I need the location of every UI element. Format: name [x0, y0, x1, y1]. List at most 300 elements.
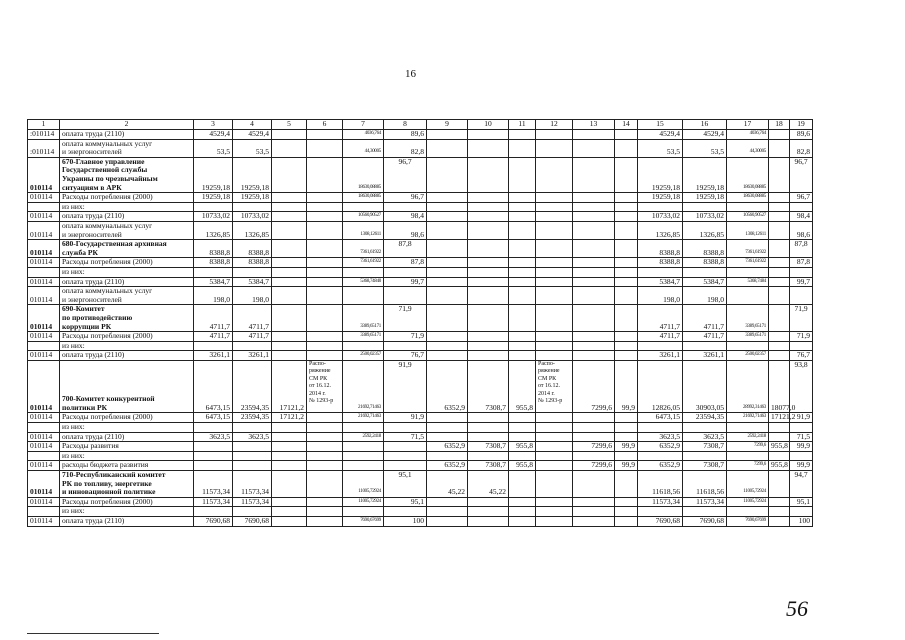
- value-cell: [307, 423, 343, 433]
- value-cell: 71,5: [790, 432, 813, 442]
- value-cell: 11573,34: [683, 497, 727, 507]
- value-cell: 21692,71463: [343, 360, 384, 413]
- value-cell: 98,4: [790, 212, 813, 222]
- value-cell: [769, 240, 790, 258]
- value-cell: [573, 202, 615, 212]
- value-cell: 11618,56: [683, 471, 727, 498]
- value-cell: [536, 139, 573, 157]
- value-cell: [536, 130, 573, 140]
- code-cell: 010114: [28, 277, 60, 287]
- value-cell: [509, 157, 536, 192]
- value-cell: [307, 202, 343, 212]
- description-cell: из них:: [60, 451, 194, 461]
- value-cell: 7308,7: [683, 461, 727, 471]
- value-cell: [615, 240, 638, 258]
- value-cell: 71,5: [384, 432, 427, 442]
- value-cell: [509, 221, 536, 239]
- value-cell: 19259,18: [638, 157, 683, 192]
- code-cell: 010114: [28, 287, 60, 305]
- value-cell: 4711,7: [233, 332, 272, 342]
- value-cell: 1326,85: [683, 221, 727, 239]
- column-number-cell: 2: [60, 120, 194, 130]
- description-cell: 690-Комитет по противодействию коррупции РК: [60, 305, 194, 332]
- value-cell: [427, 332, 468, 342]
- value-cell: [272, 451, 307, 461]
- value-cell: 96,7: [790, 157, 813, 192]
- table-row: [28, 332, 813, 342]
- value-cell: [307, 193, 343, 203]
- value-cell: [536, 202, 573, 212]
- description-cell: из них:: [60, 267, 194, 277]
- value-cell: [307, 351, 343, 361]
- value-cell: 6352,9: [638, 442, 683, 452]
- table-section-row: [28, 305, 813, 332]
- value-cell: [536, 305, 573, 332]
- page-number: 16: [405, 68, 416, 80]
- value-cell: 96,7: [384, 193, 427, 203]
- value-cell: [427, 507, 468, 517]
- value-cell: [233, 442, 272, 452]
- value-cell: [307, 332, 343, 342]
- value-cell: 17121,2: [272, 360, 307, 413]
- value-cell: [536, 497, 573, 507]
- value-cell: [536, 413, 573, 423]
- value-cell: 99,9: [615, 360, 638, 413]
- value-cell: [536, 507, 573, 517]
- table-row: [28, 432, 813, 442]
- value-cell: 19259,18: [683, 193, 727, 203]
- value-cell: [427, 305, 468, 332]
- value-cell: 21692,71463: [343, 413, 384, 423]
- description-cell: Расходы потребления (2000): [60, 497, 194, 507]
- value-cell: [233, 461, 272, 471]
- value-cell: [427, 258, 468, 268]
- value-cell: [769, 212, 790, 222]
- value-cell: [615, 351, 638, 361]
- value-cell: 198,0: [683, 287, 727, 305]
- value-cell: 7308,7: [468, 360, 509, 413]
- value-cell: [573, 423, 615, 433]
- value-cell: [536, 240, 573, 258]
- description-cell: расходы бюджета развития: [60, 461, 194, 471]
- value-cell: [615, 212, 638, 222]
- value-cell: 76,7: [384, 351, 427, 361]
- value-cell: [536, 351, 573, 361]
- description-cell: из них:: [60, 202, 194, 212]
- value-cell: 98,4: [384, 212, 427, 222]
- value-cell: [536, 423, 573, 433]
- value-cell: [427, 517, 468, 527]
- value-cell: [769, 507, 790, 517]
- value-cell: 4711,7: [233, 305, 272, 332]
- value-cell: [573, 258, 615, 268]
- value-cell: [307, 517, 343, 527]
- value-cell: 99,7: [384, 277, 427, 287]
- code-cell: [28, 423, 60, 433]
- value-cell: 2500,02357: [727, 351, 769, 361]
- value-cell: 53,5: [233, 139, 272, 157]
- table-section-row: [28, 471, 813, 498]
- value-cell: 3623,5: [194, 432, 233, 442]
- value-cell: [536, 461, 573, 471]
- value-cell: [573, 332, 615, 342]
- value-cell: [307, 507, 343, 517]
- value-cell: 6352,9: [427, 360, 468, 413]
- value-cell: [536, 277, 573, 287]
- value-cell: [769, 517, 790, 527]
- value-cell: [427, 423, 468, 433]
- description-cell: Расходы потребления (2000): [60, 258, 194, 268]
- value-cell: 99,9: [615, 442, 638, 452]
- value-cell: [272, 139, 307, 157]
- column-number-cell: 10: [468, 120, 509, 130]
- value-cell: [536, 287, 573, 305]
- code-cell: 010114: [28, 442, 60, 452]
- value-cell: 7361,61922: [727, 258, 769, 268]
- code-cell: 010114: [28, 497, 60, 507]
- description-cell: Расходы потребления (2000): [60, 193, 194, 203]
- value-cell: 98,6: [384, 221, 427, 239]
- value-cell: 71,9: [384, 305, 427, 332]
- value-cell: 7361,61922: [343, 258, 384, 268]
- value-cell: [468, 351, 509, 361]
- table-section-row: [28, 240, 813, 258]
- value-cell: 4711,7: [638, 305, 683, 332]
- value-cell: [790, 267, 813, 277]
- value-cell: [573, 277, 615, 287]
- value-cell: [573, 507, 615, 517]
- table-section-row: [28, 157, 813, 192]
- value-cell: 955,8: [769, 442, 790, 452]
- value-cell: 4036,764: [727, 130, 769, 140]
- value-cell: [307, 212, 343, 222]
- value-cell: 93,8: [790, 360, 813, 413]
- value-cell: 89,6: [384, 130, 427, 140]
- code-cell: 010114: [28, 305, 60, 332]
- value-cell: 96,7: [384, 157, 427, 192]
- value-cell: 10733,02: [233, 212, 272, 222]
- value-cell: [509, 305, 536, 332]
- value-cell: [343, 202, 384, 212]
- value-cell: 955,8: [509, 442, 536, 452]
- description-cell: оплата труда (2110): [60, 351, 194, 361]
- table-row: [28, 497, 813, 507]
- value-cell: 4711,7: [683, 305, 727, 332]
- value-cell: [194, 423, 233, 433]
- value-cell: [468, 157, 509, 192]
- value-cell: [272, 471, 307, 498]
- value-cell: 198,0: [233, 287, 272, 305]
- value-cell: 5384,7: [194, 277, 233, 287]
- value-cell: 19259,18: [683, 157, 727, 192]
- value-cell: [727, 507, 769, 517]
- value-cell: 3389,65171: [727, 305, 769, 332]
- value-cell: 11573,34: [233, 471, 272, 498]
- value-cell: [272, 287, 307, 305]
- value-cell: [573, 413, 615, 423]
- value-cell: [536, 267, 573, 277]
- value-cell: 7690,68: [194, 517, 233, 527]
- value-cell: 53,5: [194, 139, 233, 157]
- value-cell: [615, 258, 638, 268]
- value-cell: 7361,61922: [343, 240, 384, 258]
- value-cell: 198,0: [638, 287, 683, 305]
- value-cell: [307, 497, 343, 507]
- value-cell: 18077,0: [769, 360, 790, 413]
- value-cell: [615, 277, 638, 287]
- value-cell: [427, 130, 468, 140]
- table-row: [28, 221, 813, 239]
- value-cell: 98,6: [790, 221, 813, 239]
- value-cell: [536, 442, 573, 452]
- table-row: [28, 351, 813, 361]
- value-cell: [427, 157, 468, 192]
- value-cell: 4711,7: [638, 332, 683, 342]
- value-cell: 89,6: [790, 130, 813, 140]
- description-cell: оплата труда (2110): [60, 517, 194, 527]
- table-row: [28, 413, 813, 423]
- value-cell: 7690,67699: [343, 517, 384, 527]
- description-cell: из них:: [60, 423, 194, 433]
- value-cell: 23594,35: [683, 413, 727, 423]
- value-cell: [307, 451, 343, 461]
- value-cell: 12826,05: [638, 360, 683, 413]
- value-cell: [468, 517, 509, 527]
- value-cell: 4036,764: [343, 130, 384, 140]
- value-cell: [307, 442, 343, 452]
- value-cell: [468, 341, 509, 351]
- value-cell: 6473,15: [638, 413, 683, 423]
- value-cell: [573, 221, 615, 239]
- value-cell: 11573,34: [233, 497, 272, 507]
- value-cell: 3389,65171: [343, 305, 384, 332]
- value-cell: [536, 258, 573, 268]
- column-number-cell: 5: [272, 120, 307, 130]
- value-cell: [509, 212, 536, 222]
- value-cell: [790, 287, 813, 305]
- value-cell: [769, 202, 790, 212]
- value-cell: [307, 277, 343, 287]
- description-cell: 680-Государственная архивная служба РК: [60, 240, 194, 258]
- value-cell: [509, 139, 536, 157]
- value-cell: [272, 351, 307, 361]
- value-cell: 99,9: [790, 442, 813, 452]
- column-number-cell: 4: [233, 120, 272, 130]
- value-cell: [573, 517, 615, 527]
- value-cell: 8388,8: [233, 240, 272, 258]
- value-cell: 91,9: [790, 413, 813, 423]
- value-cell: 96,7: [790, 193, 813, 203]
- table-section-row: [28, 360, 813, 413]
- column-number-cell: 17: [727, 120, 769, 130]
- value-cell: [468, 139, 509, 157]
- value-cell: [233, 267, 272, 277]
- value-cell: [307, 221, 343, 239]
- value-cell: [727, 287, 769, 305]
- description-cell: из них:: [60, 341, 194, 351]
- value-cell: [307, 240, 343, 258]
- column-number-cell: 11: [509, 120, 536, 130]
- column-number-cell: 6: [307, 120, 343, 130]
- value-cell: [272, 130, 307, 140]
- value-cell: 1308,12611: [727, 221, 769, 239]
- value-cell: 4711,7: [194, 305, 233, 332]
- value-cell: [509, 287, 536, 305]
- value-cell: [468, 193, 509, 203]
- value-cell: [615, 413, 638, 423]
- value-cell: [615, 471, 638, 498]
- description-cell: оплата коммунальных услуг и энергоносителей: [60, 287, 194, 305]
- value-cell: [343, 341, 384, 351]
- value-cell: 7299,6: [573, 461, 615, 471]
- value-cell: [194, 451, 233, 461]
- value-cell: 1326,85: [638, 221, 683, 239]
- value-cell: [509, 258, 536, 268]
- value-cell: [615, 157, 638, 192]
- value-cell: [272, 341, 307, 351]
- table-row: [28, 267, 813, 277]
- value-cell: 4711,7: [194, 332, 233, 342]
- value-cell: [272, 305, 307, 332]
- value-cell: 11005,72924: [727, 497, 769, 507]
- value-cell: [769, 305, 790, 332]
- value-cell: 82,8: [384, 139, 427, 157]
- value-cell: [509, 471, 536, 498]
- value-cell: 8388,8: [683, 240, 727, 258]
- value-cell: [307, 287, 343, 305]
- value-cell: [509, 277, 536, 287]
- value-cell: 10560,90527: [727, 212, 769, 222]
- value-cell: [536, 517, 573, 527]
- value-cell: [727, 423, 769, 433]
- value-cell: [615, 517, 638, 527]
- value-cell: [272, 258, 307, 268]
- value-cell: [307, 471, 343, 498]
- value-cell: [769, 193, 790, 203]
- value-cell: [536, 193, 573, 203]
- value-cell: 7299,6: [573, 360, 615, 413]
- value-cell: [272, 432, 307, 442]
- value-cell: [272, 240, 307, 258]
- code-cell: 010114: [28, 193, 60, 203]
- value-cell: 5368,7484: [727, 277, 769, 287]
- value-cell: [769, 287, 790, 305]
- value-cell: 7690,68: [683, 517, 727, 527]
- value-cell: [468, 413, 509, 423]
- value-cell: 18630,08885: [727, 157, 769, 192]
- value-cell: [509, 332, 536, 342]
- value-cell: [468, 202, 509, 212]
- value-cell: 4529,4: [194, 130, 233, 140]
- value-cell: [573, 351, 615, 361]
- value-cell: [343, 287, 384, 305]
- value-cell: [615, 139, 638, 157]
- description-cell: Расходы потребления (2000): [60, 413, 194, 423]
- value-cell: 8388,8: [683, 258, 727, 268]
- value-cell: [468, 130, 509, 140]
- value-cell: [272, 461, 307, 471]
- code-cell: 010114: [28, 471, 60, 498]
- value-cell: [427, 341, 468, 351]
- value-cell: [427, 193, 468, 203]
- value-cell: 99,9: [790, 461, 813, 471]
- value-cell: 11618,56: [638, 471, 683, 498]
- value-cell: [727, 202, 769, 212]
- value-cell: [683, 267, 727, 277]
- value-cell: [272, 507, 307, 517]
- value-cell: 2592,2418: [727, 432, 769, 442]
- value-cell: [272, 212, 307, 222]
- value-cell: 95,1: [790, 497, 813, 507]
- value-cell: 71,9: [790, 332, 813, 342]
- value-cell: [769, 139, 790, 157]
- value-cell: [615, 221, 638, 239]
- value-cell: [307, 432, 343, 442]
- value-cell: [468, 332, 509, 342]
- table-row: [28, 517, 813, 527]
- value-cell: 3389,65171: [727, 332, 769, 342]
- value-cell: [536, 341, 573, 351]
- value-cell: [468, 240, 509, 258]
- value-cell: 71,9: [384, 332, 427, 342]
- value-cell: 91,9: [384, 360, 427, 413]
- value-cell: [427, 497, 468, 507]
- value-cell: 87,8: [790, 240, 813, 258]
- code-cell: 010114: [28, 332, 60, 342]
- value-cell: [272, 423, 307, 433]
- value-cell: 7690,67699: [727, 517, 769, 527]
- value-cell: 45,22: [468, 471, 509, 498]
- value-cell: Распо- ряжение СМ РК от 16.12. 2014 г. № 1293-р: [536, 360, 573, 413]
- code-cell: 010114: [28, 517, 60, 527]
- column-number-cell: 19: [790, 120, 813, 130]
- value-cell: [233, 423, 272, 433]
- value-cell: [509, 341, 536, 351]
- value-cell: [615, 267, 638, 277]
- column-number-cell: 14: [615, 120, 638, 130]
- table-row: [28, 139, 813, 157]
- value-cell: 19259,18: [194, 157, 233, 192]
- value-cell: [615, 130, 638, 140]
- value-cell: 4529,4: [638, 130, 683, 140]
- value-cell: [468, 258, 509, 268]
- value-cell: 19259,18: [194, 193, 233, 203]
- value-cell: 8388,8: [638, 258, 683, 268]
- value-cell: [427, 221, 468, 239]
- code-cell: 010114: [28, 212, 60, 222]
- value-cell: [427, 202, 468, 212]
- description-cell: оплата труда (2110): [60, 432, 194, 442]
- value-cell: [615, 332, 638, 342]
- value-cell: [536, 432, 573, 442]
- value-cell: Распо- ряжение СМ РК от 16.12. 2014 г. № 1293-р: [307, 360, 343, 413]
- value-cell: 53,5: [683, 139, 727, 157]
- value-cell: 100: [790, 517, 813, 527]
- value-cell: 1308,12611: [343, 221, 384, 239]
- value-cell: [573, 139, 615, 157]
- value-cell: [615, 423, 638, 433]
- value-cell: [509, 507, 536, 517]
- value-cell: [573, 130, 615, 140]
- value-cell: [769, 341, 790, 351]
- value-cell: [615, 305, 638, 332]
- handwritten-page-signature: 56: [786, 596, 808, 621]
- value-cell: 7299,6: [573, 442, 615, 452]
- value-cell: [343, 442, 384, 452]
- code-cell: :010114: [28, 139, 60, 157]
- value-cell: [769, 221, 790, 239]
- value-cell: [615, 497, 638, 507]
